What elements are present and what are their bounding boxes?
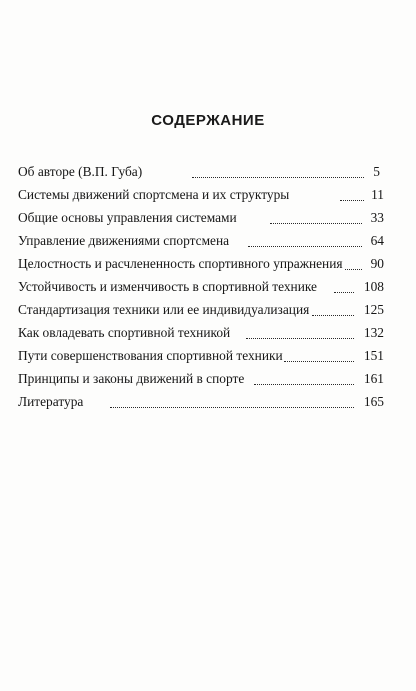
toc-entry-title: Литература xyxy=(18,394,84,409)
toc-entry-page: 33 xyxy=(370,210,384,225)
toc-entry-title: Управление движениями спортсмена xyxy=(18,233,230,248)
toc-leader-dots xyxy=(246,338,354,339)
toc-entry-title: Общие основы управления системами xyxy=(18,210,237,225)
toc-entry-page: 165 xyxy=(363,394,384,409)
toc-leader-dots xyxy=(284,361,354,362)
toc-leader-dots xyxy=(340,200,364,201)
toc-entry xyxy=(18,278,384,296)
toc-leader-dots xyxy=(248,246,362,247)
toc-entry-title: Устойчивость и изменчивость в спортивной технике xyxy=(18,279,318,294)
toc-entry-title: Пути совершенствования спортивной техники xyxy=(18,348,283,363)
toc-entry-page: 125 xyxy=(363,302,384,317)
toc-entry-title: Принципы и законы движений в спорте xyxy=(18,371,245,386)
toc-entry-page: 132 xyxy=(363,325,384,340)
toc-entry xyxy=(18,232,384,250)
contents-title: СОДЕРЖАНИЕ xyxy=(151,112,265,129)
toc-entry xyxy=(18,186,384,204)
toc-entry xyxy=(18,163,380,181)
toc-leader-dots xyxy=(334,292,354,293)
toc-leader-dots xyxy=(110,407,354,408)
toc-entry-page: 108 xyxy=(363,279,384,294)
toc-entry-title: Стандартизация техники или ее индивидуализация xyxy=(18,302,310,317)
toc-entry-title: Как овладевать спортивной техникой xyxy=(18,325,231,340)
toc-entry-title: Целостность и расчлененность спортивного упражнения xyxy=(18,256,343,271)
toc-entry xyxy=(18,393,384,411)
toc-leader-dots xyxy=(254,384,354,385)
toc-entry xyxy=(18,209,384,227)
toc-entry xyxy=(18,255,384,273)
toc-entry xyxy=(18,324,384,342)
toc-entry-page: 151 xyxy=(363,348,384,363)
toc-leader-dots xyxy=(345,269,362,270)
toc-leader-dots xyxy=(312,315,354,316)
toc-entry-page: 64 xyxy=(370,233,384,248)
toc-leader-dots xyxy=(192,177,364,178)
toc-entry-page: 11 xyxy=(371,187,384,202)
toc-entry-page: 90 xyxy=(370,256,384,271)
toc-entry xyxy=(18,347,384,365)
toc-entry-page: 161 xyxy=(363,371,384,386)
toc-entry xyxy=(18,301,384,319)
toc-entry-title: Системы движений спортсмена и их структуры xyxy=(18,187,290,202)
toc-leader-dots xyxy=(270,223,362,224)
toc-entry-page: 5 xyxy=(373,164,380,179)
toc-entry-title: Об авторе (В.П. Губа) xyxy=(18,164,143,179)
toc-entry xyxy=(18,370,384,388)
